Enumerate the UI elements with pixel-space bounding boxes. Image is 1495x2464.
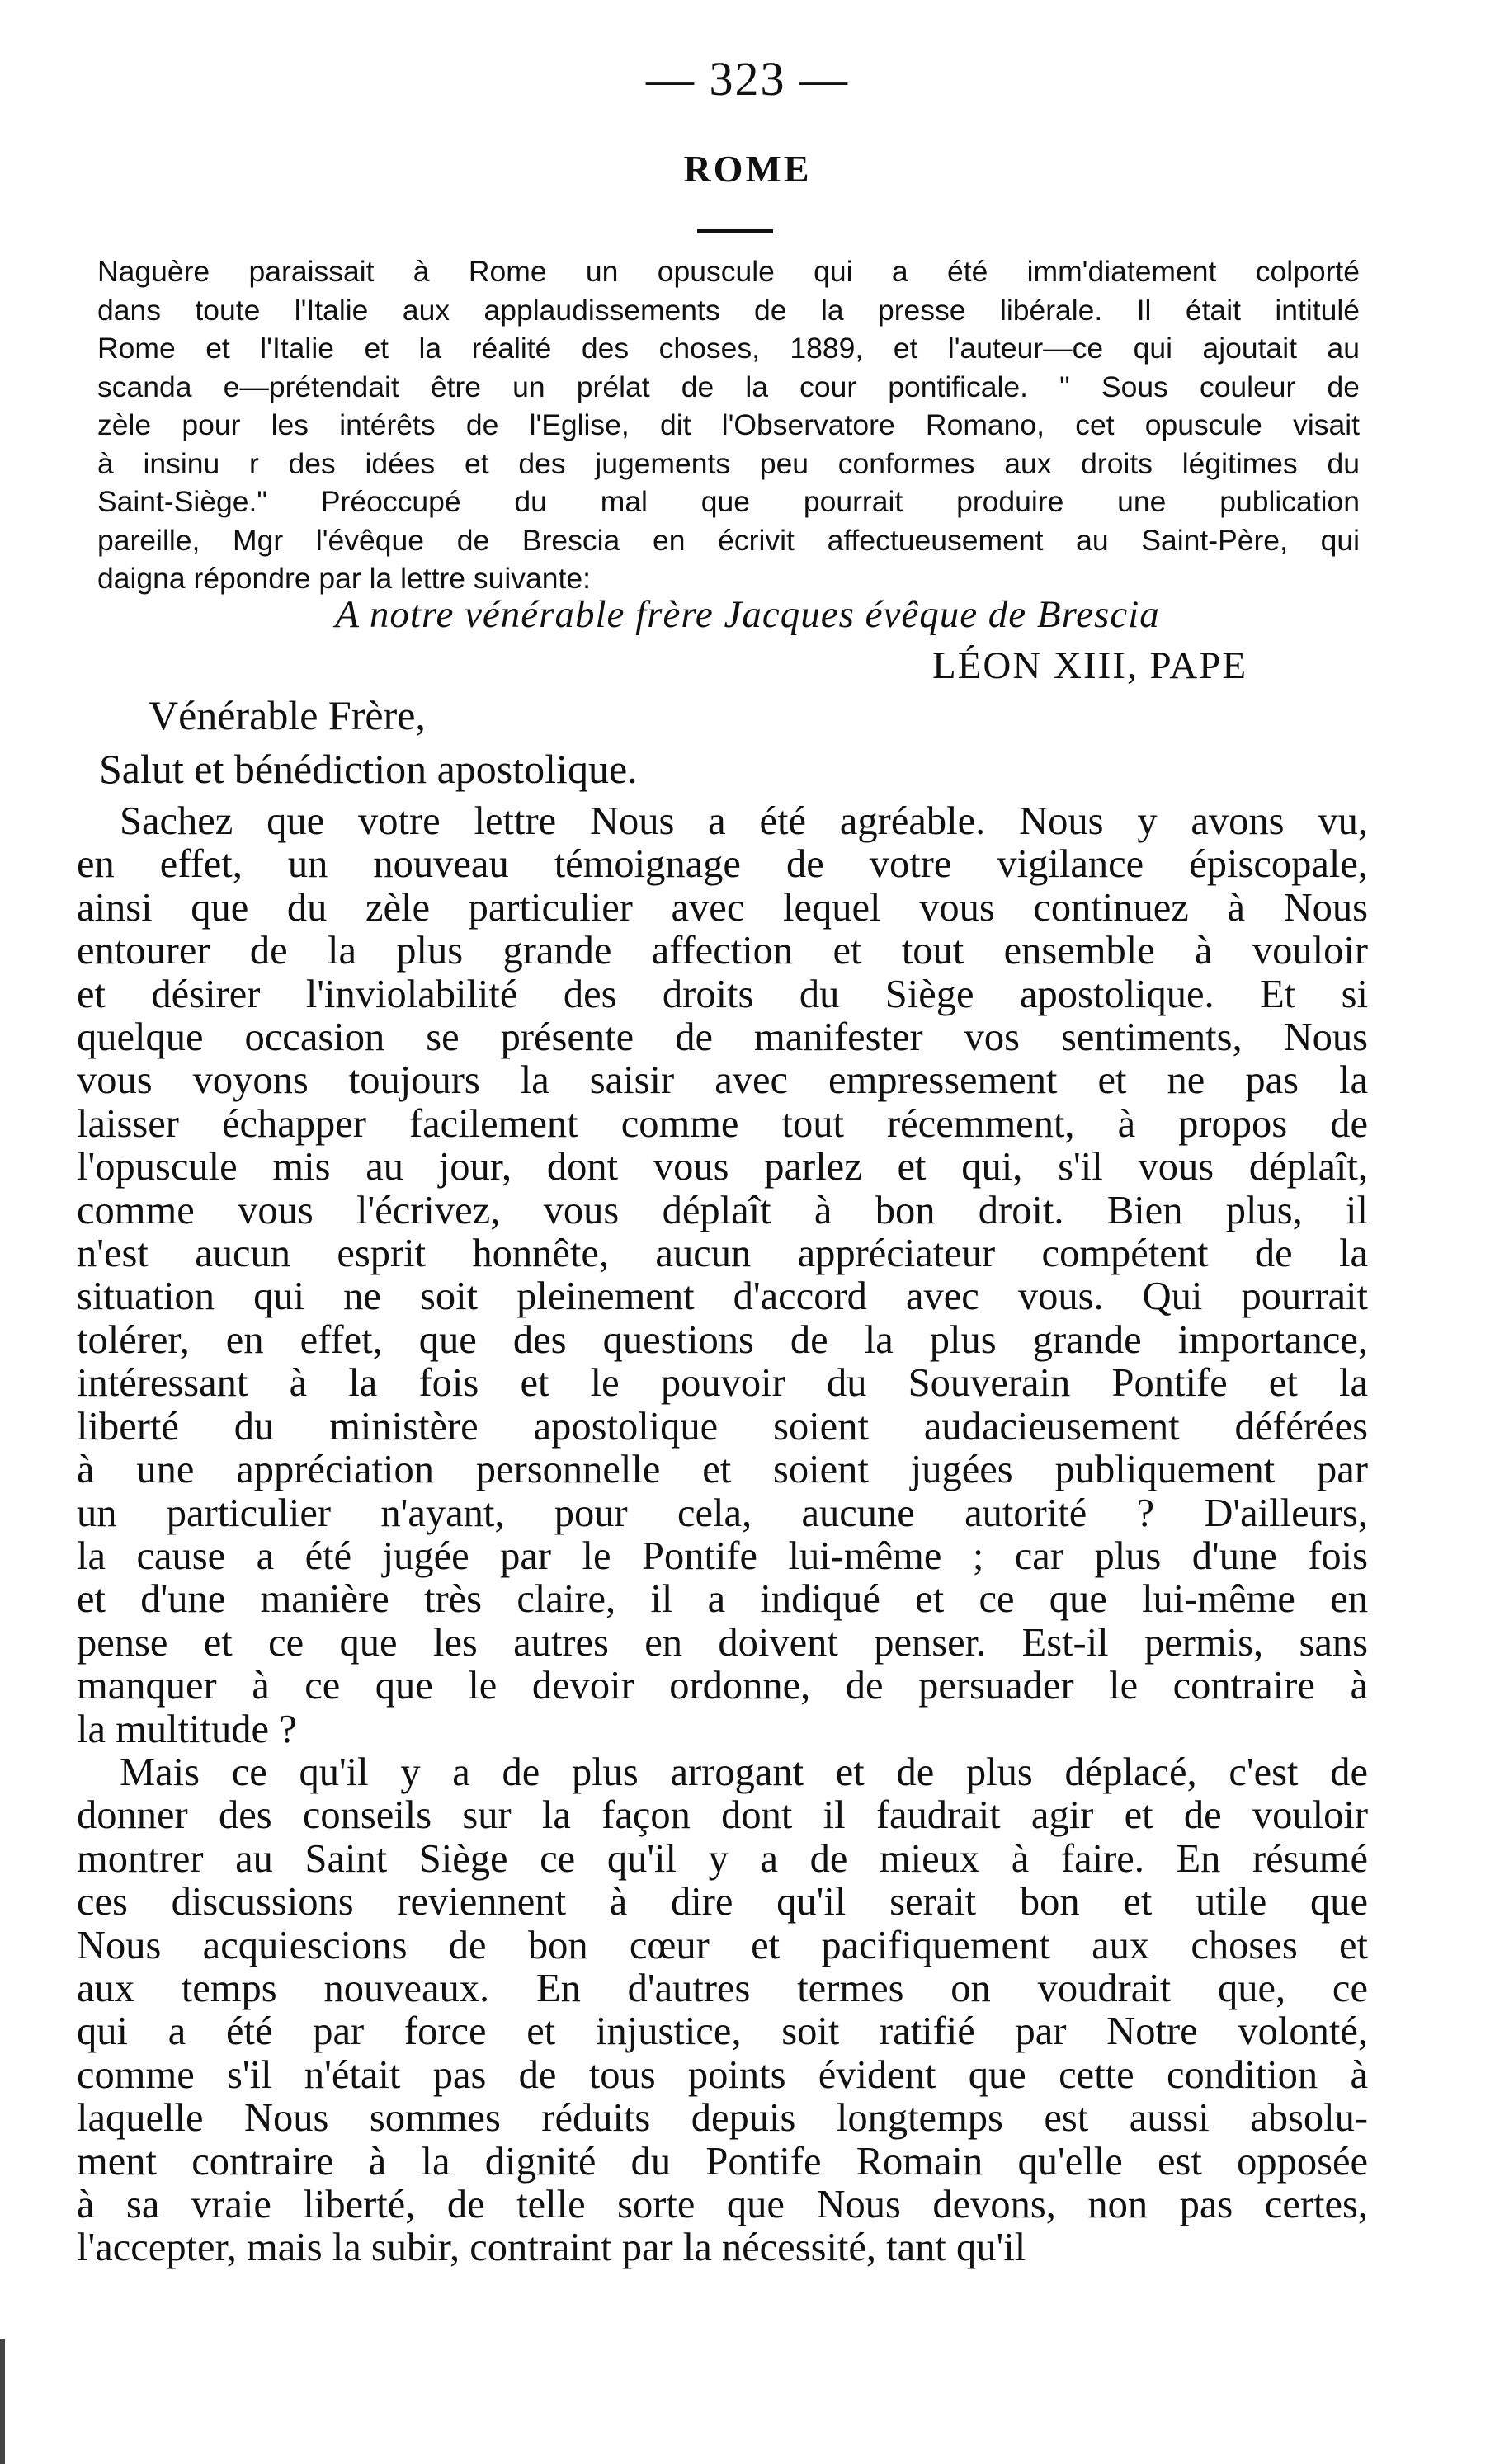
intro-paragraph <box>97 252 1360 598</box>
heading-rule <box>697 229 773 233</box>
letter-salutation: Vénérable Frère, <box>149 692 426 738</box>
intro-line: daigna répondre par la lettre suivante: <box>97 562 591 595</box>
body-line: Nous acquiescions de bon cœur et pacifiquement aux choses et <box>77 1923 1368 1967</box>
body-line: à sa vraie liberté, de telle sorte que Nous devons, non pas certes, <box>77 2183 1368 2226</box>
letter-body <box>77 800 1368 2270</box>
intro-line: Naguère paraissait à Rome un opuscule qui a été imm'diatement colporté <box>97 255 1360 288</box>
body-line: liberté du ministère apostolique soient audacieusement déférées <box>77 1404 1368 1449</box>
body-line: entourer de la plus grande affection et tout ensemble à vouloir <box>77 929 1368 973</box>
body-line: comme vous l'écrivez, vous déplaît à bon droit. Bien plus, il <box>77 1188 1368 1232</box>
body-line: l'opuscule mis au jour, dont vous parlez et qui, s'il vous déplaît, <box>77 1145 1368 1190</box>
section-heading: ROME <box>683 148 812 190</box>
letter-sender: LÉON XIII, PAPE <box>932 644 1248 687</box>
body-line: n'est aucun esprit honnête, aucun appréciateur compétent de la <box>77 1232 1368 1276</box>
intro-line: à insinu r des idées et des jugements peu conformes aux droits légitimes du <box>97 446 1360 480</box>
body-line: à une appréciation personnelle et soient jugées publiquement par <box>77 1448 1368 1492</box>
body-line: Sachez que votre lettre Nous a été agréable. Nous y avons vu, <box>120 799 1368 843</box>
intro-line: Rome et l'Italie et la réalité des choses, 1889, et l'auteur—ce qui ajoutait au <box>97 332 1360 365</box>
page-number: — 323 — <box>646 52 849 106</box>
intro-line: dans toute l'Italie aux applaudissements de la presse libérale. Il était intitulé <box>97 293 1360 327</box>
scan-margin-mark <box>0 2339 5 2464</box>
body-line: donner des conseils sur la façon dont il faudrait agir et de vouloir <box>77 1793 1368 1838</box>
body-line: vous voyons toujours la saisir avec empressement et ne pas la <box>77 1058 1368 1103</box>
letter-addressee: A notre vénérable frère Jacques évêque de Brescia <box>335 593 1160 636</box>
body-line: qui a été par force et injustice, soit ratifié par Notre volonté, <box>77 2009 1368 2054</box>
body-line: Mais ce qu'il y a de plus arrogant et de plus déplacé, c'est de <box>120 1750 1368 1794</box>
intro-line: scanda e—prétendait être un prélat de la cour pontificale. " Sous couleur de <box>97 370 1360 403</box>
body-line: manquer à ce que le devoir ordonne, de persuader le contraire à <box>77 1664 1368 1708</box>
body-line: un particulier n'ayant, pour cela, aucune autorité ? D'ailleurs, <box>77 1491 1368 1535</box>
body-line: l'accepter, mais la subir, contraint par la nécessité, tant qu'il <box>77 2226 1026 2270</box>
body-line: et d'une manière très claire, il a indiqué et ce que lui-même en <box>77 1577 1368 1622</box>
body-line: laisser échapper facilement comme tout récemment, à propos de <box>77 1101 1368 1146</box>
body-line: aux temps nouveaux. En d'autres termes on voudrait que, ce <box>77 1966 1368 2010</box>
body-line: la multitude ? <box>77 1707 297 1751</box>
body-line: quelque occasion se présente de manifester vos sentiments, Nous <box>77 1015 1368 1060</box>
body-line: montrer au Saint Siège ce qu'il y a de mieux à faire. En résumé <box>77 1836 1368 1881</box>
intro-line: zèle pour les intérêts de l'Eglise, dit l'Observatore Romano, cet opuscule visait <box>97 408 1360 441</box>
body-line: laquelle Nous sommes réduits depuis longtemps est aussi absolu- <box>77 2096 1368 2141</box>
body-line: la cause a été jugée par le Pontife lui-même ; car plus d'une fois <box>77 1534 1368 1578</box>
body-line: pense et ce que les autres en doivent penser. Est-il permis, sans <box>77 1620 1368 1665</box>
body-line: ces discussions reviennent à dire qu'il serait bon et utile que <box>77 1880 1368 1925</box>
body-line: et désirer l'inviolabilité des droits du Siège apostolique. Et si <box>77 972 1368 1016</box>
intro-line: Saint-Siège." Préoccupé du mal que pourrait produire une publication <box>97 485 1360 518</box>
intro-line: pareille, Mgr l'évêque de Brescia en écrivit affectueusement au Saint-Père, qui <box>97 523 1360 557</box>
letter-greeting: Salut et bénédiction apostolique. <box>99 746 638 792</box>
body-line: ment contraire à la dignité du Pontife Romain qu'elle est opposée <box>77 2139 1368 2184</box>
body-line: en effet, un nouveau témoignage de votre vigilance épiscopale, <box>77 842 1368 887</box>
body-line: intéressant à la fois et le pouvoir du Souverain Pontife et la <box>77 1361 1368 1406</box>
body-line: ainsi que du zèle particulier avec lequel vous continuez à Nous <box>77 885 1368 930</box>
body-line: comme s'il n'était pas de tous points évident que cette condition à <box>77 2052 1368 2097</box>
body-line: tolérer, en effet, que des questions de la plus grande importance, <box>77 1317 1368 1362</box>
body-line: situation qui ne soit pleinement d'accord avec vous. Qui pourrait <box>77 1274 1368 1319</box>
